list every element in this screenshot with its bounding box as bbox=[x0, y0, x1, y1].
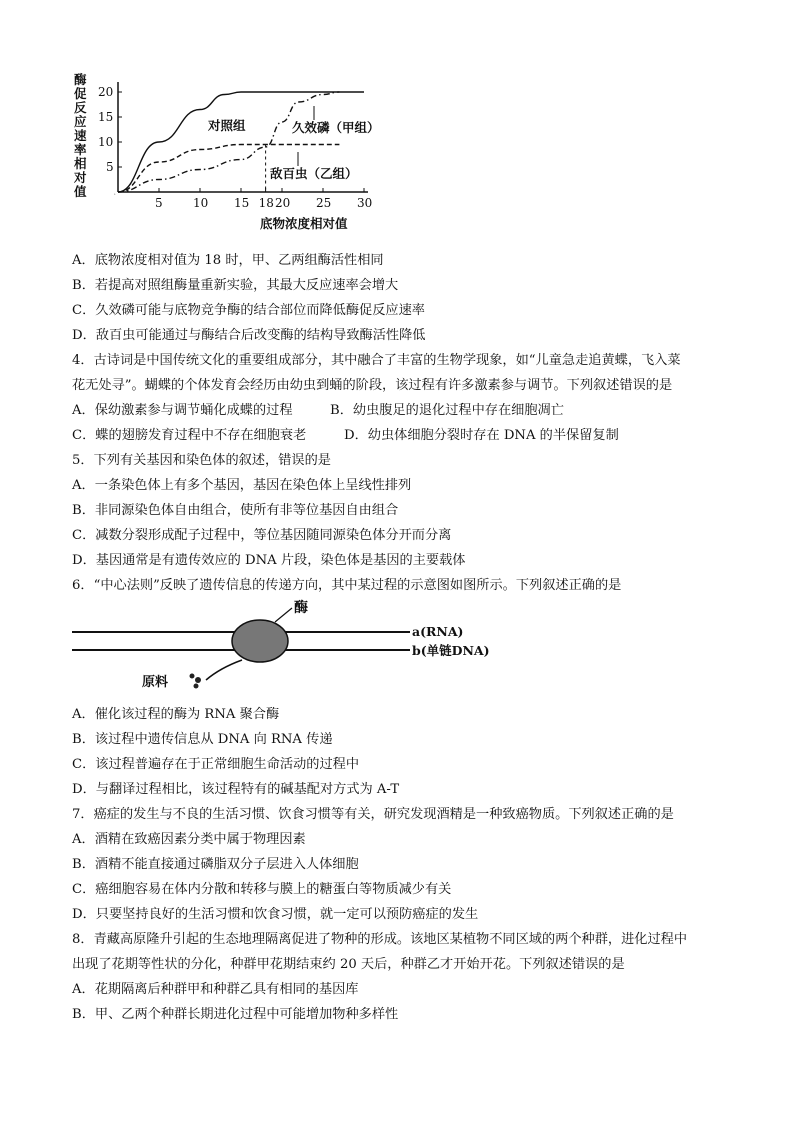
q8-stem-line-2: 出现了花期等性状的分化，种群甲花期结束约 20 天后，种群乙才开始开花。下列叙述错误的是 bbox=[72, 957, 625, 972]
chart-x-tick-label: 20 bbox=[275, 196, 291, 210]
chart-y-label-char: 相 bbox=[74, 156, 87, 171]
q8-option-b: B．甲、乙两个种群长期进化过程中可能增加物种多样性 bbox=[72, 1007, 399, 1022]
q6-option-a: A．催化该过程的酶为 RNA 聚合酶 bbox=[72, 707, 280, 722]
transcription-diagram bbox=[70, 598, 520, 698]
chart-y-tick-label: 15 bbox=[98, 110, 114, 124]
chart-y-label-char: 酶 bbox=[74, 72, 87, 87]
chart-series-labels bbox=[114, 106, 380, 196]
q6-option-c: C．该过程普遍存在于正常细胞生命活动的过程中 bbox=[72, 757, 360, 772]
q8-stem-line-1: 8．青藏高原隆升引起的生态地理隔离促进了物种的形成。该地区某植物不同区域的两个种群，进化过程中 bbox=[72, 932, 688, 947]
chart-y-label-char: 值 bbox=[74, 184, 87, 199]
chart-x-tick-label: 30 bbox=[357, 196, 373, 210]
q4-option-b: B．幼虫腹足的退化过程中存在细胞凋亡 bbox=[330, 403, 564, 418]
chart-y-tick-label: 10 bbox=[98, 135, 114, 149]
chart-x-tick-label: 10 bbox=[193, 196, 209, 210]
chart-x-tick-label: 5 bbox=[155, 196, 163, 210]
q7-option-c: C．癌细胞容易在体内分散和转移与膜上的糖蛋白等物质减少有关 bbox=[72, 882, 452, 897]
q5-option-a: A．一条染色体上有多个基因，基因在染色体上呈线性排列 bbox=[72, 478, 412, 493]
chart-y-axis-label bbox=[73, 72, 87, 199]
enzyme-ellipse bbox=[232, 620, 288, 662]
chart-origin: 0 bbox=[114, 194, 116, 196]
q6-option-b: B．该过程中遗传信息从 DNA 向 RNA 传递 bbox=[72, 732, 333, 747]
raw-material-arrow bbox=[206, 660, 242, 680]
q3-option-a: A．底物浓度相对值为 18 时，甲、乙两组酶活性相同 bbox=[72, 253, 384, 268]
q8-option-a: A．花期隔离后种群甲和种群乙具有相同的基因库 bbox=[72, 982, 359, 997]
chart-x-axis-label: 底物浓度相对值 bbox=[260, 216, 348, 230]
q3-option-c: C．久效磷可能与底物竞争酶的结合部位而降低酶促反应速率 bbox=[72, 303, 425, 318]
chart-y-tick-label: 20 bbox=[98, 85, 114, 99]
q7-option-b: B．酒精不能直接通过磷脂双分子层进入人体细胞 bbox=[72, 857, 359, 872]
q4-option-d: D．幼虫体细胞分裂时存在 DNA 的半保留复制 bbox=[344, 428, 619, 443]
raw-material-dot bbox=[190, 674, 195, 679]
raw-material-dot bbox=[195, 677, 201, 683]
q4-option-c: C．蝶的翅膀发育过程中不存在细胞衰老 bbox=[72, 428, 307, 443]
enzyme-label: 酶 bbox=[294, 600, 308, 616]
q7-stem: 7．癌症的发生与不良的生活习惯、饮食习惯等有关，研究发现酒精是一种致癌物质。下列叙述正确的是 bbox=[72, 807, 674, 822]
q3-option-d: D．敌百虫可能通过与酶结合后改变酶的结构导致酶活性降低 bbox=[72, 328, 426, 343]
chart-y-label-char: 促 bbox=[74, 86, 87, 101]
chart-y-label-char: 率 bbox=[74, 142, 87, 157]
chart-series-label-a: 久效磷（甲组） bbox=[292, 120, 380, 135]
enzyme-label-leader bbox=[275, 608, 292, 622]
chart-series-label-control: 对照组 bbox=[208, 118, 246, 133]
q7-option-d: D．只要坚持良好的生活习惯和饮食习惯，就一定可以预防癌症的发生 bbox=[72, 907, 479, 922]
chart-x-tick-label: 15 bbox=[234, 196, 250, 210]
chart-series-label-b: 敌百虫（乙组） bbox=[270, 166, 358, 181]
q4-stem-line-1: 4．古诗词是中国传统文化的重要组成部分，其中融合了丰富的生物学现象，如“儿童急走追黄蝶，飞入菜 bbox=[72, 353, 681, 368]
q5-stem: 5．下列有关基因和染色体的叙述，错误的是 bbox=[72, 453, 331, 468]
q5-option-b: B．非同源染色体自由组合，使所有非等位基因自由组合 bbox=[72, 503, 399, 518]
chart-y-tick-label: 5 bbox=[106, 160, 114, 174]
q7-option-a: A．酒精在致癌因素分类中属于物理因素 bbox=[72, 832, 306, 847]
chart-x-tick-label: 25 bbox=[316, 196, 332, 210]
q3-option-b: B．若提高对照组酶量重新实验，其最大反应速率会增大 bbox=[72, 278, 399, 293]
diagram-svg bbox=[70, 598, 520, 698]
chart-svg bbox=[70, 70, 400, 230]
q6-stem: 6．“中心法则”反映了遗传信息的传递方向，其中某过程的示意图如图所示。下列叙述正确的是 bbox=[72, 578, 622, 593]
chart-y-label-char: 应 bbox=[74, 114, 87, 129]
q5-option-d: D．基因通常是有遗传效应的 DNA 片段，染色体是基因的主要载体 bbox=[72, 553, 466, 568]
chart-y-label-char: 速 bbox=[74, 128, 87, 143]
chart-y-label-char: 反 bbox=[74, 100, 87, 115]
q4-options-row-1 bbox=[72, 402, 732, 420]
chart-x-tick-label: 18 bbox=[258, 196, 274, 210]
q4-option-a: A．保幼激素参与调节蛹化成蝶的过程 bbox=[72, 403, 293, 418]
chart-y-label-char: 对 bbox=[74, 170, 87, 185]
raw-material-label: 原料 bbox=[142, 675, 169, 690]
strand-b-label: b(单链DNA) bbox=[412, 643, 490, 658]
enzyme-rate-chart bbox=[70, 70, 400, 230]
q6-option-d: D．与翻译过程相比，该过程特有的碱基配对方式为 A-T bbox=[72, 782, 400, 797]
q4-options-row-2 bbox=[72, 427, 732, 445]
strand-a-label: a(RNA) bbox=[412, 624, 464, 639]
q4-stem-line-2: 花无处寻”。蝴蝶的个体发育会经历由幼虫到蛹的阶段，该过程有许多激素参与调节。下列叙述错误的是 bbox=[72, 378, 673, 393]
raw-material-dot bbox=[194, 684, 199, 689]
q5-option-c: C．减数分裂形成配子过程中，等位基因随同源染色体分开而分离 bbox=[72, 528, 452, 543]
